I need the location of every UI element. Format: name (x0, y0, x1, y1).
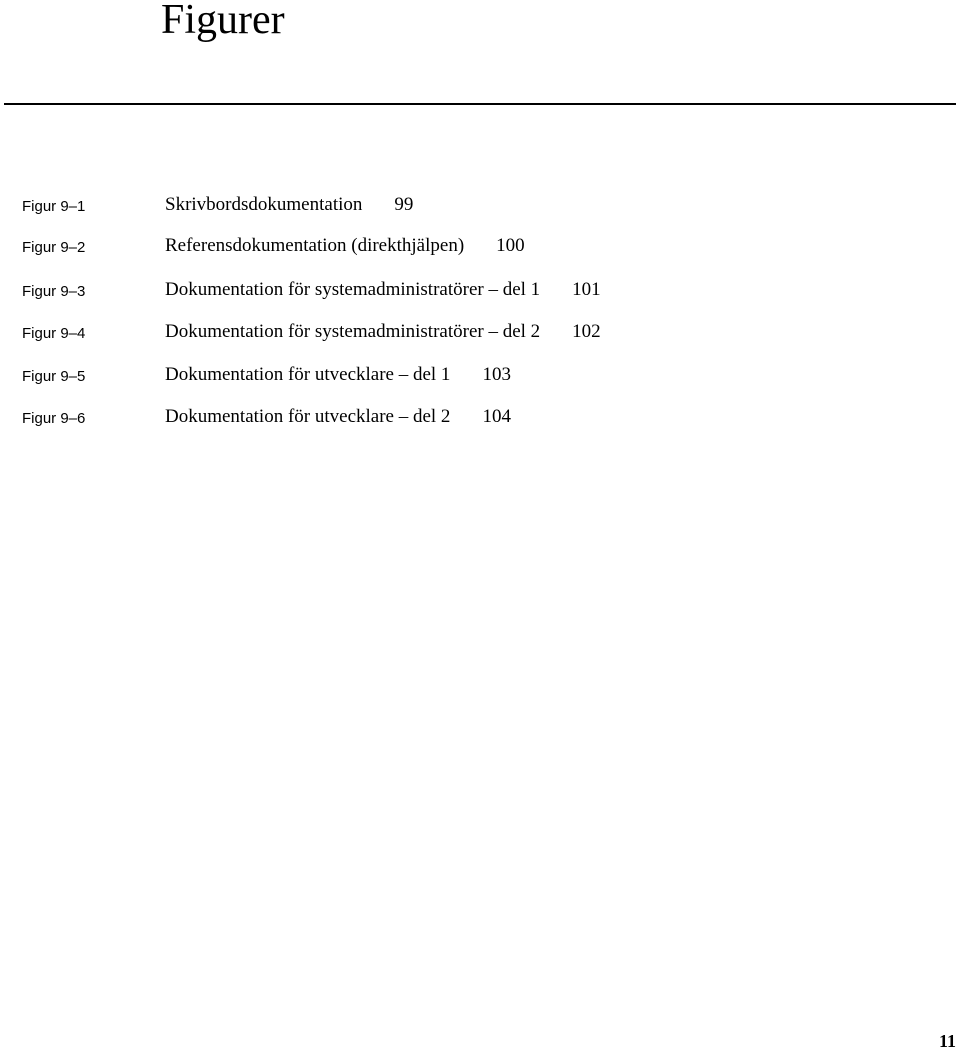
figure-page: 101 (572, 279, 601, 300)
figure-title-line (165, 235, 525, 257)
figure-label: Figur 9–4 (22, 325, 86, 342)
figure-title: Dokumentation för systemadministratörer – del 2 (165, 321, 541, 342)
figure-page: 104 (482, 406, 511, 427)
page-number: 11 (938, 1031, 956, 1051)
figure-title-line (165, 406, 511, 428)
figure-page: 102 (572, 321, 601, 342)
figure-title: Dokumentation för utvecklare – del 2 (165, 406, 451, 427)
page-title: Figurer (161, 0, 285, 43)
figure-label: Figur 9–2 (22, 239, 86, 256)
figure-label: Figur 9–1 (22, 198, 86, 215)
figure-title: Skrivbordsdokumentation (165, 194, 363, 215)
figure-page: 100 (496, 235, 525, 256)
figure-title: Dokumentation för utvecklare – del 1 (165, 364, 451, 385)
figure-title: Referensdokumentation (direkthjälpen) (165, 235, 465, 256)
figure-title-line (165, 321, 601, 343)
figure-title-line (165, 194, 413, 216)
figure-label: Figur 9–5 (22, 368, 86, 385)
figure-label: Figur 9–6 (22, 410, 86, 427)
figure-title-line (165, 279, 601, 301)
figure-page: 103 (482, 364, 511, 385)
figure-label: Figur 9–3 (22, 283, 86, 300)
figure-title-line (165, 364, 511, 386)
title-divider (4, 103, 956, 105)
figure-title: Dokumentation för systemadministratörer – del 1 (165, 279, 541, 300)
figure-page: 99 (394, 194, 414, 215)
